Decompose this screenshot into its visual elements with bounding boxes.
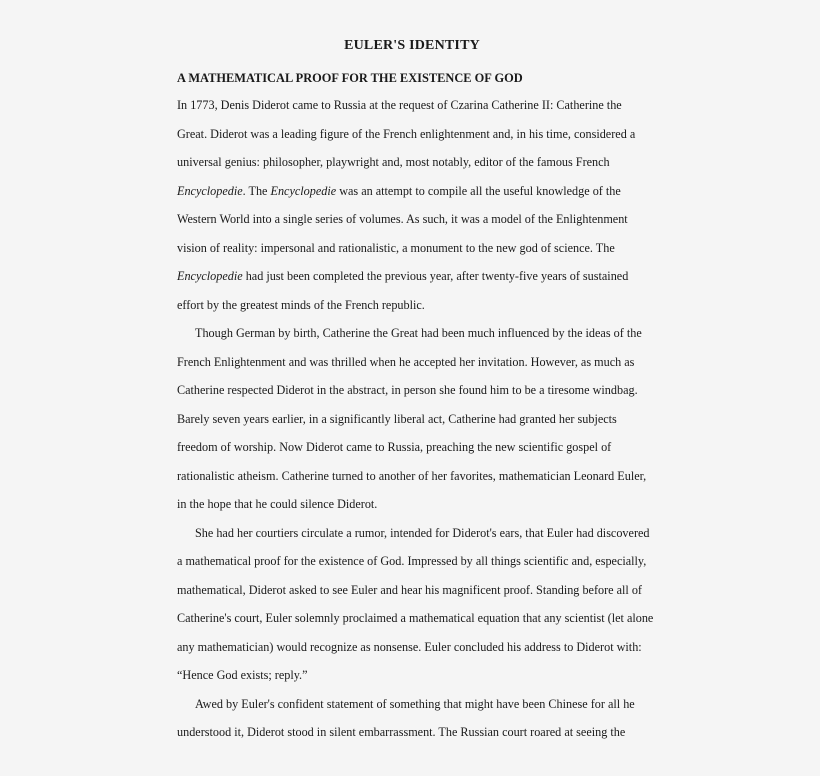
text-segment: Western World into a single series of volumes. As such, it was a model of the Enlightenment xyxy=(177,212,628,226)
text-segment: vision of reality: impersonal and rationalistic, a monument to the new god of science. The xyxy=(177,240,615,255)
text-line xyxy=(177,581,657,610)
document-title: EULER'S IDENTITY xyxy=(344,38,480,53)
text-segment: In 1773, Denis Diderot came to Russia at the request of Czarina Catherine II: Catherine the xyxy=(177,98,622,112)
text-line xyxy=(177,210,657,239)
text-line xyxy=(177,438,657,467)
text-line xyxy=(177,381,657,410)
text-line xyxy=(177,666,657,695)
text-segment: any mathematician) would recognize as nonsense. Euler concluded his address to Diderot with: xyxy=(177,639,642,654)
italic-text: Encyclopedie xyxy=(270,183,337,198)
text-line xyxy=(177,695,657,724)
text-line xyxy=(177,467,657,496)
text-segment: had just been completed the previous year, after twenty-five years of sustained xyxy=(242,269,629,283)
italic-text: Encyclopedie xyxy=(177,183,243,198)
text-segment: was an attempt to compile all the useful knowledge of the xyxy=(336,183,621,198)
text-line xyxy=(177,609,657,638)
text-segment: “Hence God exists; reply.” xyxy=(177,668,308,682)
text-line xyxy=(177,723,657,752)
text-line xyxy=(177,324,657,353)
document-subtitle: A MATHEMATICAL PROOF FOR THE EXISTENCE OF GOD xyxy=(177,71,523,85)
text-line xyxy=(177,296,657,325)
text-line xyxy=(177,125,657,154)
text-segment: mathematical, Diderot asked to see Euler and hear his magnificent proof. Standing before all of xyxy=(177,582,642,597)
text-line xyxy=(177,552,657,581)
text-segment: freedom of worship. Now Diderot came to Russia, preaching the new scientific gospel of xyxy=(177,440,612,454)
text-line xyxy=(177,96,657,125)
text-line xyxy=(177,495,657,524)
text-line xyxy=(177,353,657,382)
text-segment: Though German by birth, Catherine the Great had been much influenced by the ideas of the xyxy=(195,326,642,340)
text-segment: a mathematical proof for the existence of God. Impressed by all things scientific and, especially, xyxy=(177,554,647,568)
text-line xyxy=(177,638,657,667)
text-segment: Awed by Euler's confident statement of something that might have been Chinese for all he xyxy=(195,696,635,711)
text-segment: She had her courtiers circulate a rumor, intended for Diderot's ears, that Euler had discovered xyxy=(195,525,650,540)
text-segment: Great. Diderot was a leading figure of the French enlightenment and, in his time, considered a xyxy=(177,126,636,141)
text-segment: understood it, Diderot stood in silent embarrassment. The Russian court roared at seeing the xyxy=(177,725,626,739)
text-line xyxy=(177,182,657,211)
text-segment: Catherine respected Diderot in the abstract, in person she found him to be a tiresome windbag. xyxy=(177,383,638,397)
text-segment: effort by the greatest minds of the French republic. xyxy=(177,297,425,312)
text-line xyxy=(177,524,657,553)
text-segment: in the hope that he could silence Diderot. xyxy=(177,497,378,511)
text-line xyxy=(177,153,657,182)
text-segment: Catherine's court, Euler solemnly proclaimed a mathematical equation that any scientist (let alone xyxy=(177,611,654,625)
italic-text: Encyclopedie xyxy=(177,269,243,283)
text-line xyxy=(177,239,657,268)
text-line xyxy=(177,410,657,439)
text-line xyxy=(177,267,657,296)
text-segment: Barely seven years earlier, in a significantly liberal act, Catherine had granted her subjects xyxy=(177,411,617,426)
text-segment: universal genius: philosopher, playwright and, most notably, editor of the famous French xyxy=(177,155,610,169)
text-segment: French Enlightenment and was thrilled when he accepted her invitation. However, as much as xyxy=(177,354,635,369)
text-segment: . The xyxy=(242,183,271,198)
document-body xyxy=(177,96,657,752)
text-segment: rationalistic atheism. Catherine turned to another of her favorites, mathematician Leonard Euler, xyxy=(177,468,647,483)
